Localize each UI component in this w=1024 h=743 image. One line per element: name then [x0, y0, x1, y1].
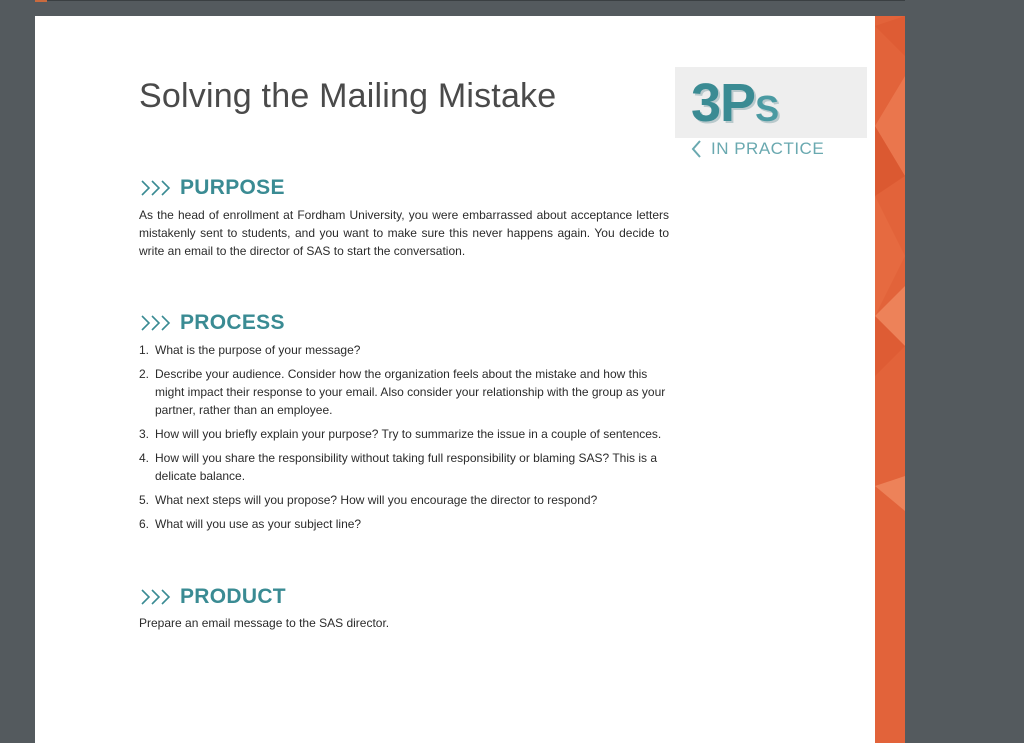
- purpose-heading-text: PURPOSE: [180, 176, 285, 199]
- process-steps-list: [139, 341, 669, 539]
- logo-main-text: 3P: [691, 73, 756, 133]
- chevron-left-icon: [691, 140, 701, 158]
- process-heading-text: PROCESS: [180, 311, 285, 334]
- process-heading: [140, 311, 285, 335]
- list-item: 5. What next steps will you propose? How will you encourage the director to respond?: [139, 493, 598, 507]
- logo-suffix-text: S: [755, 88, 779, 129]
- page-title: Solving the Mailing Mistake: [139, 77, 557, 115]
- product-text: Prepare an email message to the SAS director.: [139, 616, 390, 630]
- triple-chevron-icon: [140, 587, 174, 607]
- triple-chevron-icon: [140, 313, 174, 333]
- product-heading-text: PRODUCT: [180, 585, 286, 608]
- triple-chevron-icon: [140, 178, 174, 198]
- window-top-edge: [35, 0, 905, 1]
- in-practice-label: [691, 139, 824, 159]
- purpose-heading: [140, 176, 285, 200]
- list-item: 4. How will you share the responsibility without taking full responsibility or blaming SAS? This is a delicate balance.: [139, 451, 658, 483]
- list-item: 6. What will you use as your subject line?: [139, 517, 362, 531]
- purpose-text: As the head of enrollment at Fordham University, you were embarrassed about acceptance letters mistakenly sent to students, and you want to make sure this never happens again. You decide to write an email to the director of SAS to start the conversation.: [139, 208, 669, 258]
- decorative-orange-band: [875, 16, 905, 743]
- list-item: 2. Describe your audience. Consider how the organization feels about the mistake and how this might impact their response to your email. Also consider your relationship with the group as your partner, rather than an employee.: [139, 367, 666, 417]
- product-heading: [140, 585, 286, 609]
- in-practice-text: IN PRACTICE: [711, 139, 825, 158]
- 3ps-logo: [675, 67, 867, 138]
- list-item: 3. How will you briefly explain your purpose? Try to summarize the issue in a couple of sentences.: [139, 427, 662, 441]
- document-page: [35, 16, 905, 743]
- list-item: 1. What is the purpose of your message?: [139, 343, 361, 357]
- window-top-accent: [35, 0, 47, 2]
